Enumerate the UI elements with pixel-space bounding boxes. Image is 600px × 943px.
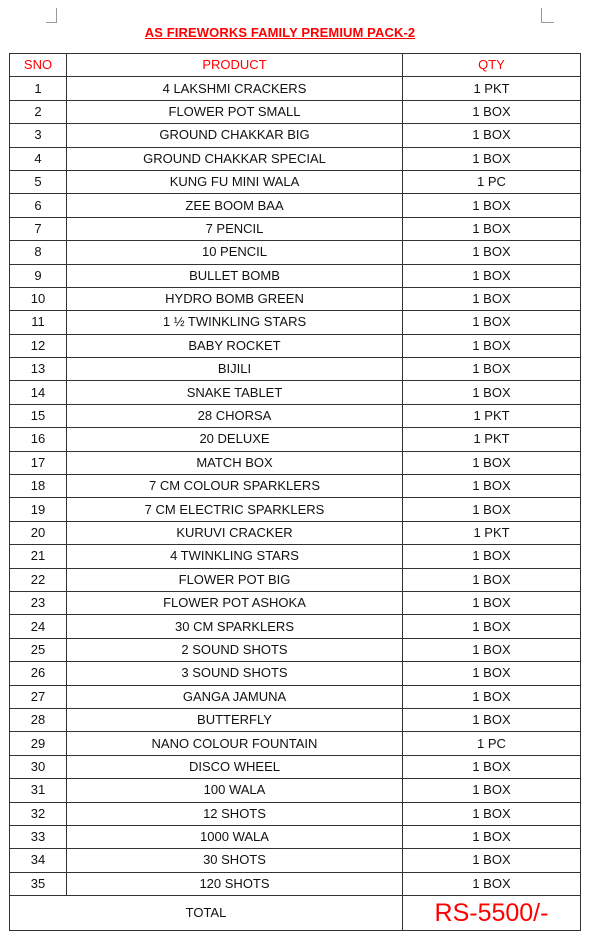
cell-sno: 34 bbox=[10, 849, 67, 872]
cell-product: 10 PENCIL bbox=[67, 241, 403, 264]
cell-sno: 4 bbox=[10, 147, 67, 170]
cell-product: KUNG FU MINI WALA bbox=[67, 170, 403, 193]
cell-sno: 1 bbox=[10, 77, 67, 100]
cell-qty: 1 PKT bbox=[403, 521, 581, 544]
cell-product: BIJILI bbox=[67, 358, 403, 381]
table-header-row bbox=[10, 54, 581, 77]
cell-sno: 33 bbox=[10, 825, 67, 848]
cell-qty: 1 BOX bbox=[403, 217, 581, 240]
table-row bbox=[10, 124, 581, 147]
table-row bbox=[10, 849, 581, 872]
cell-product: NANO COLOUR FOUNTAIN bbox=[67, 732, 403, 755]
table-row bbox=[10, 685, 581, 708]
cell-qty: 1 BOX bbox=[403, 849, 581, 872]
table-row bbox=[10, 241, 581, 264]
cell-sno: 5 bbox=[10, 170, 67, 193]
cell-qty: 1 BOX bbox=[403, 334, 581, 357]
cell-qty: 1 BOX bbox=[403, 662, 581, 685]
table-row bbox=[10, 217, 581, 240]
cell-sno: 2 bbox=[10, 100, 67, 123]
table-body bbox=[10, 77, 581, 896]
product-table bbox=[9, 53, 581, 931]
table-row bbox=[10, 404, 581, 427]
cell-qty: 1 BOX bbox=[403, 872, 581, 895]
cell-product: BUTTERFLY bbox=[67, 708, 403, 731]
cell-sno: 27 bbox=[10, 685, 67, 708]
cell-qty: 1 PKT bbox=[403, 428, 581, 451]
total-amount: RS-5500/- bbox=[403, 896, 581, 931]
header-product: PRODUCT bbox=[67, 54, 403, 77]
table-row bbox=[10, 802, 581, 825]
cell-sno: 10 bbox=[10, 287, 67, 310]
cell-sno: 12 bbox=[10, 334, 67, 357]
cell-sno: 3 bbox=[10, 124, 67, 147]
cell-qty: 1 PKT bbox=[403, 404, 581, 427]
cell-product: 2 SOUND SHOTS bbox=[67, 638, 403, 661]
cell-qty: 1 BOX bbox=[403, 498, 581, 521]
table-row bbox=[10, 545, 581, 568]
cell-product: 7 CM COLOUR SPARKLERS bbox=[67, 475, 403, 498]
cell-qty: 1 PC bbox=[403, 170, 581, 193]
header-qty: QTY bbox=[403, 54, 581, 77]
table-row bbox=[10, 521, 581, 544]
cell-qty: 1 BOX bbox=[403, 381, 581, 404]
cell-qty: 1 BOX bbox=[403, 100, 581, 123]
cell-sno: 28 bbox=[10, 708, 67, 731]
cell-sno: 9 bbox=[10, 264, 67, 287]
cell-qty: 1 BOX bbox=[403, 568, 581, 591]
cell-qty: 1 PC bbox=[403, 732, 581, 755]
table-row bbox=[10, 638, 581, 661]
page-corner-mark-left bbox=[46, 8, 57, 23]
cell-sno: 32 bbox=[10, 802, 67, 825]
table-row bbox=[10, 358, 581, 381]
cell-qty: 1 BOX bbox=[403, 802, 581, 825]
cell-product: GROUND CHAKKAR BIG bbox=[67, 124, 403, 147]
cell-qty: 1 BOX bbox=[403, 358, 581, 381]
cell-qty: 1 BOX bbox=[403, 825, 581, 848]
table-row bbox=[10, 708, 581, 731]
cell-product: 3 SOUND SHOTS bbox=[67, 662, 403, 685]
cell-product: BULLET BOMB bbox=[67, 264, 403, 287]
cell-sno: 20 bbox=[10, 521, 67, 544]
table-row bbox=[10, 732, 581, 755]
cell-qty: 1 BOX bbox=[403, 451, 581, 474]
cell-product: 1000 WALA bbox=[67, 825, 403, 848]
cell-sno: 35 bbox=[10, 872, 67, 895]
page-corner-mark-right bbox=[541, 8, 554, 23]
cell-qty: 1 PKT bbox=[403, 77, 581, 100]
cell-product: DISCO WHEEL bbox=[67, 755, 403, 778]
table-row bbox=[10, 428, 581, 451]
cell-qty: 1 BOX bbox=[403, 708, 581, 731]
cell-product: HYDRO BOMB GREEN bbox=[67, 287, 403, 310]
cell-product: 30 CM SPARKLERS bbox=[67, 615, 403, 638]
table-row bbox=[10, 194, 581, 217]
cell-product: 4 TWINKLING STARS bbox=[67, 545, 403, 568]
cell-product: MATCH BOX bbox=[67, 451, 403, 474]
cell-sno: 23 bbox=[10, 591, 67, 614]
cell-sno: 16 bbox=[10, 428, 67, 451]
table-row bbox=[10, 591, 581, 614]
cell-product: 20 DELUXE bbox=[67, 428, 403, 451]
total-label: TOTAL bbox=[10, 896, 403, 931]
cell-sno: 22 bbox=[10, 568, 67, 591]
cell-product: 1 ½ TWINKLING STARS bbox=[67, 311, 403, 334]
table-row bbox=[10, 170, 581, 193]
cell-sno: 19 bbox=[10, 498, 67, 521]
table-row bbox=[10, 287, 581, 310]
table-row bbox=[10, 662, 581, 685]
cell-qty: 1 BOX bbox=[403, 545, 581, 568]
cell-qty: 1 BOX bbox=[403, 615, 581, 638]
cell-qty: 1 BOX bbox=[403, 685, 581, 708]
cell-sno: 11 bbox=[10, 311, 67, 334]
total-row bbox=[10, 896, 581, 931]
table-row bbox=[10, 779, 581, 802]
cell-sno: 17 bbox=[10, 451, 67, 474]
cell-product: 100 WALA bbox=[67, 779, 403, 802]
header-sno: SNO bbox=[10, 54, 67, 77]
cell-product: 120 SHOTS bbox=[67, 872, 403, 895]
cell-qty: 1 BOX bbox=[403, 124, 581, 147]
table-row bbox=[10, 615, 581, 638]
cell-sno: 25 bbox=[10, 638, 67, 661]
cell-sno: 30 bbox=[10, 755, 67, 778]
table-row bbox=[10, 264, 581, 287]
cell-qty: 1 BOX bbox=[403, 591, 581, 614]
table-row bbox=[10, 147, 581, 170]
cell-qty: 1 BOX bbox=[403, 779, 581, 802]
table-row bbox=[10, 568, 581, 591]
cell-qty: 1 BOX bbox=[403, 311, 581, 334]
cell-product: 12 SHOTS bbox=[67, 802, 403, 825]
cell-product: FLOWER POT BIG bbox=[67, 568, 403, 591]
cell-sno: 6 bbox=[10, 194, 67, 217]
table-row bbox=[10, 872, 581, 895]
cell-product: 28 CHORSA bbox=[67, 404, 403, 427]
cell-sno: 14 bbox=[10, 381, 67, 404]
table-row bbox=[10, 755, 581, 778]
cell-product: 7 CM ELECTRIC SPARKLERS bbox=[67, 498, 403, 521]
cell-sno: 31 bbox=[10, 779, 67, 802]
cell-qty: 1 BOX bbox=[403, 264, 581, 287]
cell-sno: 21 bbox=[10, 545, 67, 568]
cell-product: BABY ROCKET bbox=[67, 334, 403, 357]
cell-qty: 1 BOX bbox=[403, 194, 581, 217]
cell-sno: 18 bbox=[10, 475, 67, 498]
cell-product: KURUVI CRACKER bbox=[67, 521, 403, 544]
cell-sno: 15 bbox=[10, 404, 67, 427]
cell-product: 7 PENCIL bbox=[67, 217, 403, 240]
cell-qty: 1 BOX bbox=[403, 287, 581, 310]
cell-qty: 1 BOX bbox=[403, 147, 581, 170]
cell-qty: 1 BOX bbox=[403, 241, 581, 264]
table-row bbox=[10, 381, 581, 404]
cell-sno: 13 bbox=[10, 358, 67, 381]
table-row bbox=[10, 77, 581, 100]
cell-sno: 26 bbox=[10, 662, 67, 685]
table-row bbox=[10, 311, 581, 334]
cell-product: FLOWER POT SMALL bbox=[67, 100, 403, 123]
cell-qty: 1 BOX bbox=[403, 755, 581, 778]
table-row bbox=[10, 498, 581, 521]
table-row bbox=[10, 825, 581, 848]
document-title: AS FIREWORKS FAMILY PREMIUM PACK-2 bbox=[144, 25, 416, 40]
table-row bbox=[10, 100, 581, 123]
cell-product: 30 SHOTS bbox=[67, 849, 403, 872]
cell-product: GROUND CHAKKAR SPECIAL bbox=[67, 147, 403, 170]
cell-product: 4 LAKSHMI CRACKERS bbox=[67, 77, 403, 100]
cell-sno: 29 bbox=[10, 732, 67, 755]
table-row bbox=[10, 451, 581, 474]
cell-product: GANGA JAMUNA bbox=[67, 685, 403, 708]
table-row bbox=[10, 475, 581, 498]
cell-product: ZEE BOOM BAA bbox=[67, 194, 403, 217]
cell-product: FLOWER POT ASHOKA bbox=[67, 591, 403, 614]
table-row bbox=[10, 334, 581, 357]
cell-qty: 1 BOX bbox=[403, 475, 581, 498]
cell-sno: 7 bbox=[10, 217, 67, 240]
cell-sno: 24 bbox=[10, 615, 67, 638]
cell-sno: 8 bbox=[10, 241, 67, 264]
cell-product: SNAKE TABLET bbox=[67, 381, 403, 404]
cell-qty: 1 BOX bbox=[403, 638, 581, 661]
